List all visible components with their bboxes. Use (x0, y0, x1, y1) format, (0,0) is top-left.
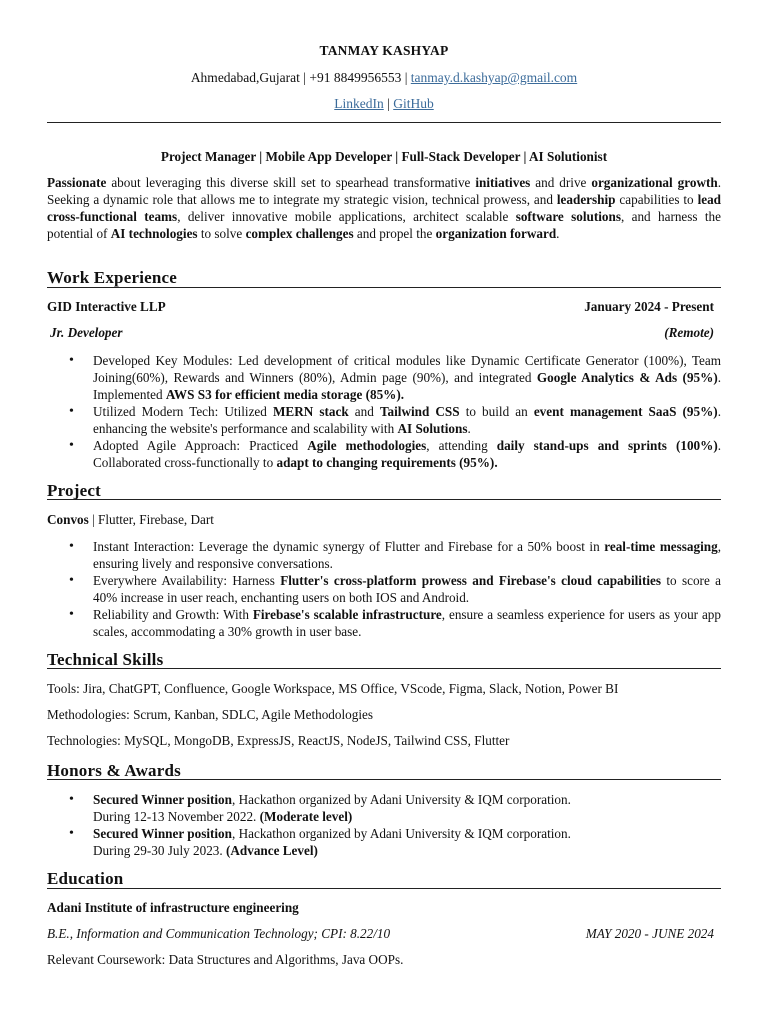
work-bullets (47, 352, 721, 471)
institute-name: Adani Institute of infrastructure engineering (47, 900, 299, 915)
text-run: Adopted Agile Approach: Practiced (93, 438, 308, 453)
text-run: capabilities to (615, 192, 698, 207)
text-run: Developed Key Modules: Led development of critical modules like Dynamic Certificate Generator (100%), Team Joining(60%), Rewards and Winners (80%), Admin page (90%), and integrated (93, 353, 721, 385)
text-run: During 29-30 July 2023. (93, 843, 226, 858)
bold-text: Firebase's scalable infrastructure (252, 607, 442, 622)
text-run: Utilized Modern Tech: Utilized (93, 404, 273, 419)
honors-heading: Honors & Awards (47, 761, 181, 780)
contact-line (0, 70, 768, 86)
bold-text: Tailwind CSS (379, 404, 460, 419)
list-item (93, 572, 721, 606)
contact-location-phone: Ahmedabad,Gujarat | +91 8849956553 | (190, 70, 411, 85)
bold-text: Google Analytics & Ads (95%) (536, 370, 718, 385)
list-item (93, 352, 721, 403)
text-run: Reliability and Growth: With (93, 607, 253, 622)
bold-text: Passionate (47, 175, 107, 190)
project-name: Convos (47, 512, 89, 527)
text-run: . (556, 226, 560, 241)
link-separator: | (383, 96, 394, 111)
bold-text: (Moderate level) (259, 809, 353, 824)
job-role: Jr. Developer (50, 325, 123, 340)
degree: B.E., Information and Communication Technology; CPI: 8.22/10 (47, 926, 391, 941)
text-run: to solve (197, 226, 246, 241)
text-run: Instant Interaction: Leverage the dynamic synergy of Flutter and Firebase for a 50% boost in (93, 539, 605, 554)
project-bullets (47, 538, 721, 640)
text-run: . Collaborated cross-functionally to (93, 438, 722, 470)
bold-text: software solutions (515, 209, 621, 224)
list-item (93, 538, 721, 572)
company-name: GID Interactive LLP (47, 299, 166, 314)
text-run: , Hackathon organized by Adani University & IQM corporation. (232, 792, 571, 807)
bold-text: AWS S3 for efficient media storage (85%). (165, 387, 405, 402)
bold-text: MERN stack (272, 404, 349, 419)
text-run: to build an (459, 404, 534, 419)
text-run: , attending (426, 438, 497, 453)
bold-text: AI Solutions (397, 421, 468, 436)
technical-skills-heading: Technical Skills (47, 650, 164, 669)
text-run: and (348, 404, 380, 419)
text-run: , deliver innovative mobile applications, architect scalable (177, 209, 516, 224)
bold-text: real-time messaging (604, 539, 718, 554)
bold-text: lead cross-functional teams (47, 192, 722, 224)
bold-text: daily stand-ups and sprints (100%) (496, 438, 718, 453)
text-run: . (467, 421, 471, 436)
text-run: During 12-13 November 2022. (93, 809, 260, 824)
work-experience-divider (47, 287, 721, 288)
text-run: , ensure a seamless experience for users as your app scales, accommodating a 30% growth in user base. (93, 607, 721, 639)
bold-text: Flutter's cross-platform prowess and Firebase's cloud capabilities (280, 573, 662, 588)
list-item (93, 403, 721, 437)
list-item (93, 437, 721, 471)
job-header (47, 299, 714, 315)
profile-links (0, 96, 768, 112)
github-link[interactable]: GitHub (393, 96, 434, 111)
bold-text: complex challenges (245, 226, 354, 241)
skills-technologies: Technologies: MySQL, MongoDB, ExpressJS, ReactJS, NodeJS, Tailwind CSS, Flutter (47, 733, 510, 748)
job-role-row (50, 325, 714, 341)
education-dates: MAY 2020 - JUNE 2024 (585, 926, 714, 941)
bold-text: AI technologies (110, 226, 198, 241)
summary-paragraph (47, 174, 721, 242)
bold-text: Secured Winner position (93, 792, 232, 807)
bold-text: leadership (556, 192, 616, 207)
tagline: Project Manager | Mobile App Developer | Full-Stack Developer | AI Solutionist (160, 149, 608, 164)
technical-skills-divider (47, 668, 721, 669)
text-run: . Seeking a dynamic role that allows me to integrate my strategic vision, technical prowess, and (47, 175, 721, 207)
list-item (93, 791, 721, 825)
text-run: , Hackathon organized by Adani University & IQM corporation. (232, 826, 571, 841)
bold-text: adapt to changing requirements (95%). (276, 455, 498, 470)
linkedin-link[interactable]: LinkedIn (334, 96, 384, 111)
text-run: and propel the (353, 226, 436, 241)
work-experience-heading: Work Experience (47, 268, 178, 287)
honors-bullets (47, 791, 721, 859)
text-run: . enhancing the website's performance and scalability with (93, 404, 721, 436)
text-run: to score a 40% increase in user reach, enchanting users on both IOS and Android. (93, 573, 721, 605)
degree-row (47, 926, 714, 942)
email-link[interactable]: tanmay.d.kashyap@gmail.com (410, 70, 578, 85)
education-heading: Education (47, 869, 124, 888)
text-run: and drive (530, 175, 592, 190)
bold-text: organizational growth (591, 175, 718, 190)
bold-text: event management SaaS (95%) (533, 404, 718, 419)
skills-tools: Tools: Jira, ChatGPT, Confluence, Google Workspace, MS Office, VScode, Figma, Slack, Notion, Power BI (47, 681, 619, 696)
bold-text: (Advance Level) (225, 843, 318, 858)
project-stack: | Flutter, Firebase, Dart (88, 512, 214, 527)
bold-text: Agile methodologies (307, 438, 427, 453)
education-divider (47, 888, 721, 889)
text-run: Everywhere Availability: Harness (93, 573, 281, 588)
text-run: , and harness the potential of (47, 209, 722, 241)
candidate-name: TANMAY KASHYAP (319, 43, 449, 58)
skills-methodologies: Methodologies: Scrum, Kanban, SDLC, Agile Methodologies (47, 707, 373, 722)
coursework: Relevant Coursework: Data Structures and Algorithms, Java OOPs. (47, 952, 404, 967)
bold-text: initiatives (475, 175, 531, 190)
list-item (93, 606, 721, 640)
text-run: about leveraging this diverse skill set to spearhead transformative (106, 175, 476, 190)
job-dates: January 2024 - Present (584, 299, 714, 314)
project-divider (47, 499, 721, 500)
project-heading: Project (47, 481, 101, 500)
list-item (93, 825, 721, 859)
header-divider (47, 122, 721, 123)
honors-divider (47, 779, 721, 780)
project-title (47, 512, 214, 528)
text-run: , ensuring lively and responsive conversations. (93, 539, 721, 571)
job-location: (Remote) (664, 325, 714, 340)
text-run: . Implemented (93, 370, 722, 402)
bold-text: organization forward (435, 226, 557, 241)
bold-text: Secured Winner position (93, 826, 232, 841)
